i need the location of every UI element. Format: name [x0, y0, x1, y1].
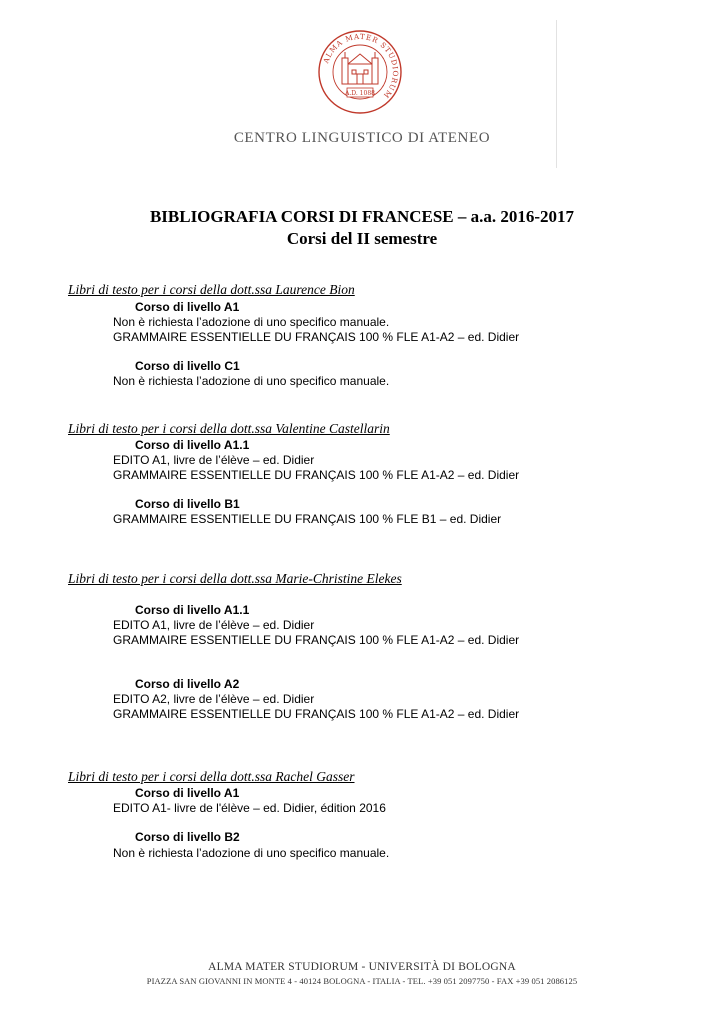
course-line: Non è richiesta l’adozione di uno specifico manuale. — [113, 846, 390, 860]
course-line: EDITO A2, livre de l’élève – ed. Didier — [113, 692, 315, 706]
course-line: EDITO A1- livre de l'élève – ed. Didier, édition 2016 — [113, 801, 386, 815]
course-level: Corso di livello B2 — [135, 830, 240, 844]
institution-name: CENTRO LINGUISTICO DI ATENEO — [233, 130, 491, 146]
course-line: GRAMMAIRE ESSENTIELLE DU FRANÇAIS 100 % FLE A1-A2 – ed. Didier — [113, 468, 520, 482]
section-heading-gasser: Libri di testo per i corsi della dott.ssa Rachel Gasser — [68, 769, 355, 784]
section-heading-elekes: Libri di testo per i corsi della dott.ssa Marie-Christine Elekes — [68, 571, 402, 586]
course-level: Corso di livello A1.1 — [135, 603, 250, 617]
course-line: EDITO A1, livre de l’élève – ed. Didier — [113, 453, 315, 467]
footer-address: PIAZZA SAN GIOVANNI IN MONTE 4 - 40124 BOLOGNA - ITALIA - TEL. +39 051 2097750 - FAX +39 051 2086125 — [146, 976, 578, 986]
document-subtitle: Corsi del II semestre — [286, 229, 438, 248]
course-line: GRAMMAIRE ESSENTIELLE DU FRANÇAIS 100 % FLE B1 – ed. Didier — [113, 512, 502, 526]
course-line: Non è richiesta l’adozione di uno specifico manuale. — [113, 374, 390, 388]
footer-university: ALMA MATER STUDIORUM - UNIVERSITÀ DI BOLOGNA — [208, 961, 516, 973]
section-heading-bion: Libri di testo per i corsi della dott.ssa Laurence Bion — [68, 282, 355, 297]
course-line: GRAMMAIRE ESSENTIELLE DU FRANÇAIS 100 % FLE A1-A2 – ed. Didier — [113, 633, 520, 647]
course-line: GRAMMAIRE ESSENTIELLE DU FRANÇAIS 100 % FLE A1-A2 – ed. Didier — [113, 707, 520, 721]
seal-date: A.D. 1088 — [345, 90, 375, 97]
course-level: Corso di livello C1 — [135, 359, 240, 373]
title-block — [0, 206, 724, 250]
university-seal-icon — [318, 30, 402, 114]
document-title: BIBLIOGRAFIA CORSI DI FRANCESE – a.a. 2016-2017 — [149, 207, 575, 226]
course-level: Corso di livello A1.1 — [135, 438, 250, 452]
course-level: Corso di livello A1 — [135, 300, 240, 314]
course-line: Non è richiesta l’adozione di uno specifico manuale. — [113, 315, 390, 329]
course-line: GRAMMAIRE ESSENTIELLE DU FRANÇAIS 100 % FLE A1-A2 – ed. Didier — [113, 330, 520, 344]
course-level: Corso di livello A1 — [135, 786, 240, 800]
course-level: Corso di livello A2 — [135, 677, 240, 691]
section-heading-castellarin: Libri di testo per i corsi della dott.ssa Valentine Castellarin — [68, 421, 390, 436]
course-line: EDITO A1, livre de l’élève – ed. Didier — [113, 618, 315, 632]
course-level: Corso di livello B1 — [135, 497, 240, 511]
seal-text: ALMA MATER STUDIORUM — [321, 31, 401, 101]
